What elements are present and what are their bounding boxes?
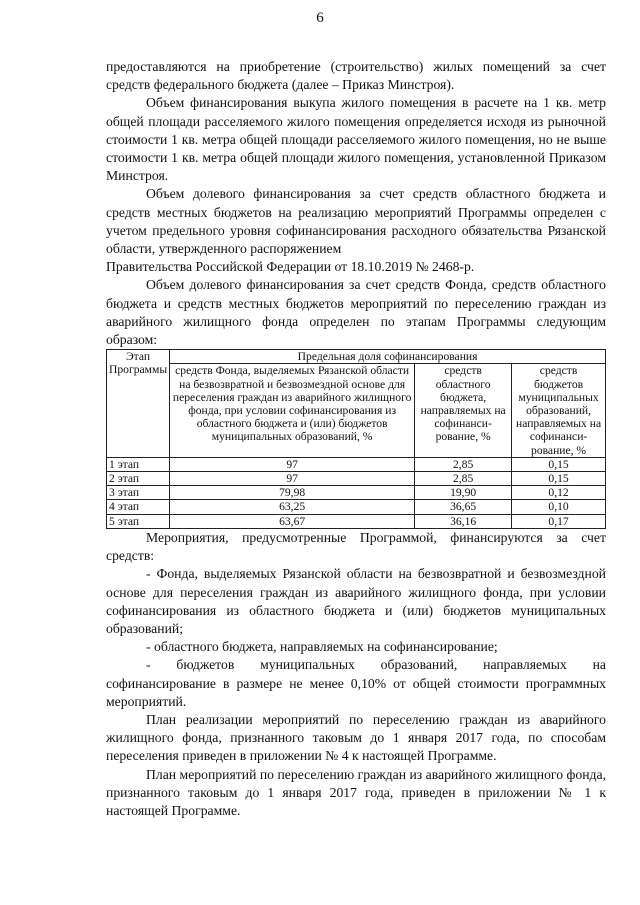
cell-fund: 79,98 <box>170 486 415 500</box>
funding-sources-list <box>106 565 606 711</box>
cell-stage: 3 этап <box>107 486 170 500</box>
list-item: - Фонда, выделяемых Рязанской области на безвозвратной и безвозмездной основе для переселения граждан из аварийного жилищного фонда, при условии софинансирования из областного бюджета и (или) бюджетов муниципальных образований; <box>106 566 606 636</box>
list-item: - областного бюджета, направляемых на софинансирование; <box>146 639 498 655</box>
header-fund: средств Фонда, выделяемых Рязанской области на безвозвратной и безвозмездной основе для переселения граждан из аварийного жилищного фонда, при условии софинансирования из областного бюджета и (или) бюджетов муниципальных образований, % <box>170 364 415 457</box>
header-group: Предельная доля софинансирования <box>170 350 606 364</box>
table-row <box>107 486 606 500</box>
cell-fund: 97 <box>170 457 415 471</box>
header-stage: Этап Программы <box>107 350 170 458</box>
cell-municipal: 0,10 <box>512 500 606 514</box>
paragraph: Мероприятия, предусмотренные Программой, финансируются за счет средств: <box>106 529 606 564</box>
cell-regional: 2,85 <box>415 472 512 486</box>
cell-municipal: 0,17 <box>512 514 606 528</box>
table-row <box>107 500 606 514</box>
page-number: 6 <box>316 10 324 26</box>
cell-fund: 97 <box>170 472 415 486</box>
cell-fund: 63,67 <box>170 514 415 528</box>
cell-stage: 5 этап <box>107 514 170 528</box>
cell-municipal: 0,15 <box>512 457 606 471</box>
header-municipal: средств бюджетов муниципальных образований, направляемых на софинанси-рование, % <box>512 364 606 457</box>
cell-regional: 36,16 <box>415 514 512 528</box>
cell-municipal: 0,12 <box>512 486 606 500</box>
paragraph: Объем долевого финансирования за счет средств областного бюджета и средств местных бюджетов на реализацию мероприятий Программы определен с учетом предельного уровня софинансирования расходного обязательства Рязанской области, утвержденного распоряжением <box>106 186 606 257</box>
cell-stage: 2 этап <box>107 472 170 486</box>
paragraph: Правительства Российской Федерации от 18.10.2019 № 2468-р. <box>106 259 475 275</box>
table-row <box>107 514 606 528</box>
table-header-row <box>107 364 606 457</box>
paragraph: План реализации мероприятий по переселению граждан из аварийного жилищного фонда, признанного таковым до 1 января 2017 года, по способам переселения приведен в приложении № 4 к настоящей Программе. <box>106 711 606 764</box>
paragraph: предоставляются на приобретение (строительство) жилых помещений за счет средств федерального бюджета (далее – Приказ Минстроя). <box>106 59 606 93</box>
cell-regional: 19,90 <box>415 486 512 500</box>
list-item: - бюджетов муниципальных образований, направляемых на софинансирование в размере не менее 0,10% от общей стоимости программных мероприятий. <box>106 657 606 709</box>
cell-regional: 36,65 <box>415 500 512 514</box>
financing-table <box>106 349 606 529</box>
paragraph: Объем финансирования выкупа жилого помещения в расчете на 1 кв. метр общей площади расселяемого жилого помещения определяется исходя из рыночной стоимости 1 кв. метра общей площади расселяемого жилого помещения, но не выше стоимости 1 кв. метра общей площади жилого помещения, установленной Приказом Минстроя. <box>106 95 606 184</box>
cell-municipal: 0,15 <box>512 472 606 486</box>
cell-regional: 2,85 <box>415 457 512 471</box>
document-body <box>106 58 606 820</box>
table-header-row <box>107 350 606 364</box>
paragraph: Объем долевого финансирования за счет средств Фонда, средств областного бюджета и средств местных бюджетов мероприятий по переселению граждан из аварийного жилищного фонда определен по этапам Программы следующим образом: <box>106 277 606 348</box>
table-row <box>107 472 606 486</box>
cell-fund: 63,25 <box>170 500 415 514</box>
table-row <box>107 457 606 471</box>
paragraph: План мероприятий по переселению граждан из аварийного жилищного фонда, признанного таковым до 1 января 2017 года, приведен в приложении № 1 к настоящей Программе. <box>106 766 606 818</box>
cell-stage: 4 этап <box>107 500 170 514</box>
header-regional: средств областного бюджета, направляемых на софинанси-рование, % <box>415 364 512 457</box>
cell-stage: 1 этап <box>107 457 170 471</box>
